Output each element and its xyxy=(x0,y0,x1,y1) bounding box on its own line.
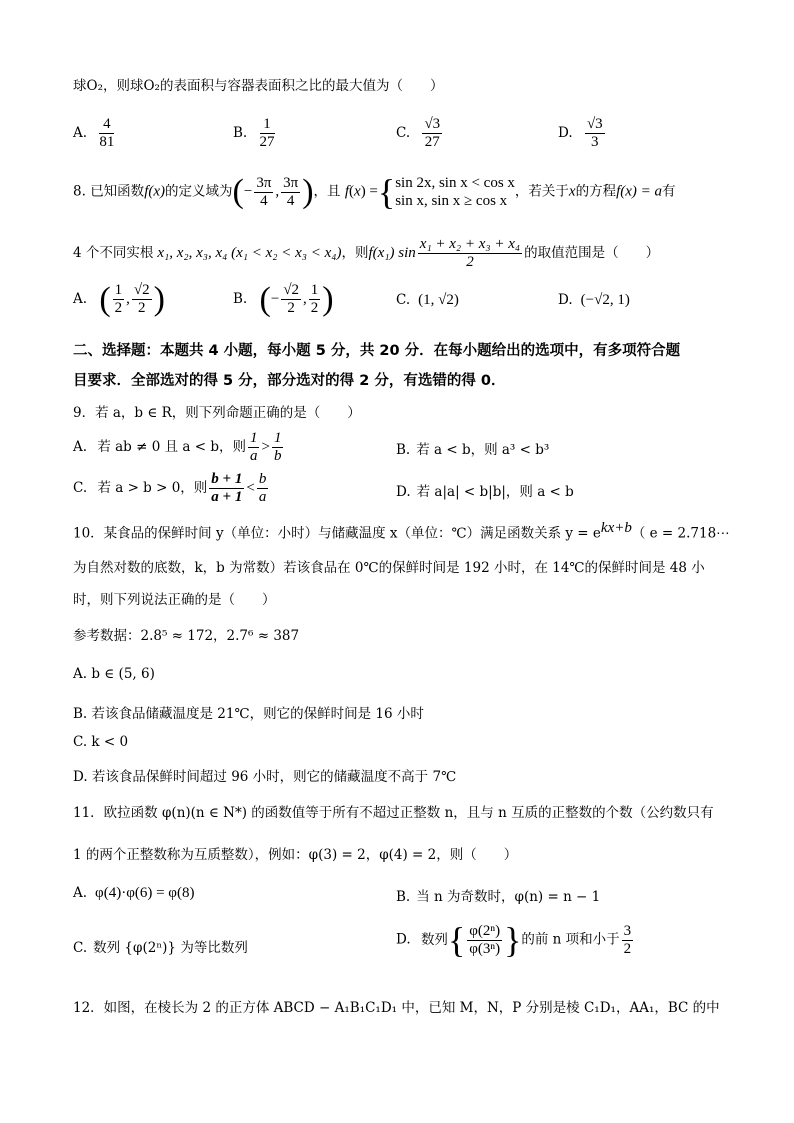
q8-option-a: A. ( $\frac{1}{2}$ , $\frac{√2}{2}$ ) xyxy=(73,280,165,318)
q10-stem-line3: 时，则下列说法正确的是（ ） xyxy=(73,592,276,608)
q7-option-b: B. $\frac{1}{27}$ xyxy=(233,116,275,150)
q10-option-c: C. k < 0 xyxy=(73,734,129,750)
q11-stem-line2: 1 的两个正整数称为互质整数），例如：φ(3) = 2，φ(4) = 2，则（ ） xyxy=(73,847,518,863)
q8-option-d: D. (−√2, 1) xyxy=(558,292,630,308)
section-heading-line2: 目要求．全部选对的得 5 分，部分选对的得 2 分，有选错的得 0． xyxy=(73,373,506,389)
q11-stem-line1: 11．欧拉函数 φ(n)(n ∈ N*) 的函数值等于所有不超过正整数 n，且与 n 互质的正整数的个数（公约数只有 xyxy=(73,805,714,821)
q11-option-a: A. φ(4)·φ(6) = φ(8) xyxy=(73,885,195,901)
q10-option-a: A. b ∈ (5, 6) xyxy=(73,666,155,682)
q9-option-a: A. 若 ab ≠ 0 且 a < b，则 $\frac{1}{a}$ > $\frac{1}{b}$ xyxy=(73,430,282,464)
q11-option-d: D. 数列{ $\frac{\text{φ(2ⁿ)}}{\text{φ(3ⁿ)}}$ }的前 n 项和小于 $\frac{3}{2}$ xyxy=(396,920,632,960)
q10-reference-data: 参考数据：2.8⁵ ≈ 172，2.7⁶ ≈ 387 xyxy=(73,628,300,644)
q12-stem-line1: 12．如图，在棱长为 2 的正方体 ABCD − A₁B₁C₁D₁ 中，已知 M，N，P 分别是棱 C₁D₁，AA₁，BC 的中 xyxy=(73,1000,720,1016)
q11-option-c: C. 数列 {φ(2ⁿ)} 为等比数列 xyxy=(73,940,248,956)
q10-option-d: D. 若该食品保鲜时间超过 96 小时，则它的储藏温度不高于 7℃ xyxy=(73,769,457,785)
section-heading-line1: 二、选择题：本题共 4 小题，每小题 5 分，共 20 分．在每小题给出的选项中，有多项符合题 xyxy=(73,343,681,359)
q8-option-b: B. (− $\frac{√2}{2}$ , $\frac{1}{2}$ ) xyxy=(233,280,334,318)
q7-option-a: A. $\frac{4}{81}$ xyxy=(73,116,115,150)
q7-option-d: D. $\frac{√3}{3}$ xyxy=(558,116,603,150)
q11-option-b: B. 当 n 为奇数时，φ(n) = n − 1 xyxy=(396,889,601,905)
q10-stem-line1: 10．某食品的保鲜时间 y（单位：小时）与储藏温度 x（单位：℃）满足函数关系 $y = e^{kx+b}$（ e = 2.718⋯ xyxy=(73,520,730,542)
q9-option-b: B. 若 a < b，则 a³ < b³ xyxy=(396,442,550,458)
q10-stem-line2: 为自然对数的底数，k，b 为常数）若该食品在 0℃的保鲜时间是 192 小时，在 14℃的保鲜时间是 48 小 xyxy=(73,560,705,576)
q8-stem-line1: 8. 已知函数f(x)的定义域为(− $\frac{3\pi}{4}$ , $\frac{3\pi}{4}$ )，且 f(x) ={ sin 2x, sin x < cos x sin x, sin x ≥ cos x ，若关于x的方程f(x) = a有 xyxy=(73,172,676,212)
q9-option-d: D. 若 a|a| < b|b|，则 a < b xyxy=(396,484,574,500)
q9-option-c: C. 若 a > b > 0，则 $\frac{b + 1}{a + 1}$ < $\frac{b}{a}$ xyxy=(73,471,267,505)
q8-option-c: C. (1, √2) xyxy=(396,292,459,308)
q10-option-b: B. 若该食品储藏温度是 21℃，则它的保鲜时间是 16 小时 xyxy=(73,706,424,722)
q7-option-c: C. $\frac{√3}{27}$ xyxy=(396,116,441,150)
q7-stem-tail: 球O₂，则球O₂的表面积与容器表面积之比的最大值为（ ） xyxy=(73,78,444,94)
q8-stem-line2: 4 个不同实根 x₁, x₂, x₃, x₄ (x₁ < x₂ < x₃ < x₄)，则f(x₁) sin $\frac{\text{x₁ + x₂ + x₃ + x₄}}{2}$ 的取值范围是（ ） xyxy=(73,236,660,270)
q9-stem: 9．若 a，b ∈ R，则下列命题正确的是（ ） xyxy=(73,405,361,421)
